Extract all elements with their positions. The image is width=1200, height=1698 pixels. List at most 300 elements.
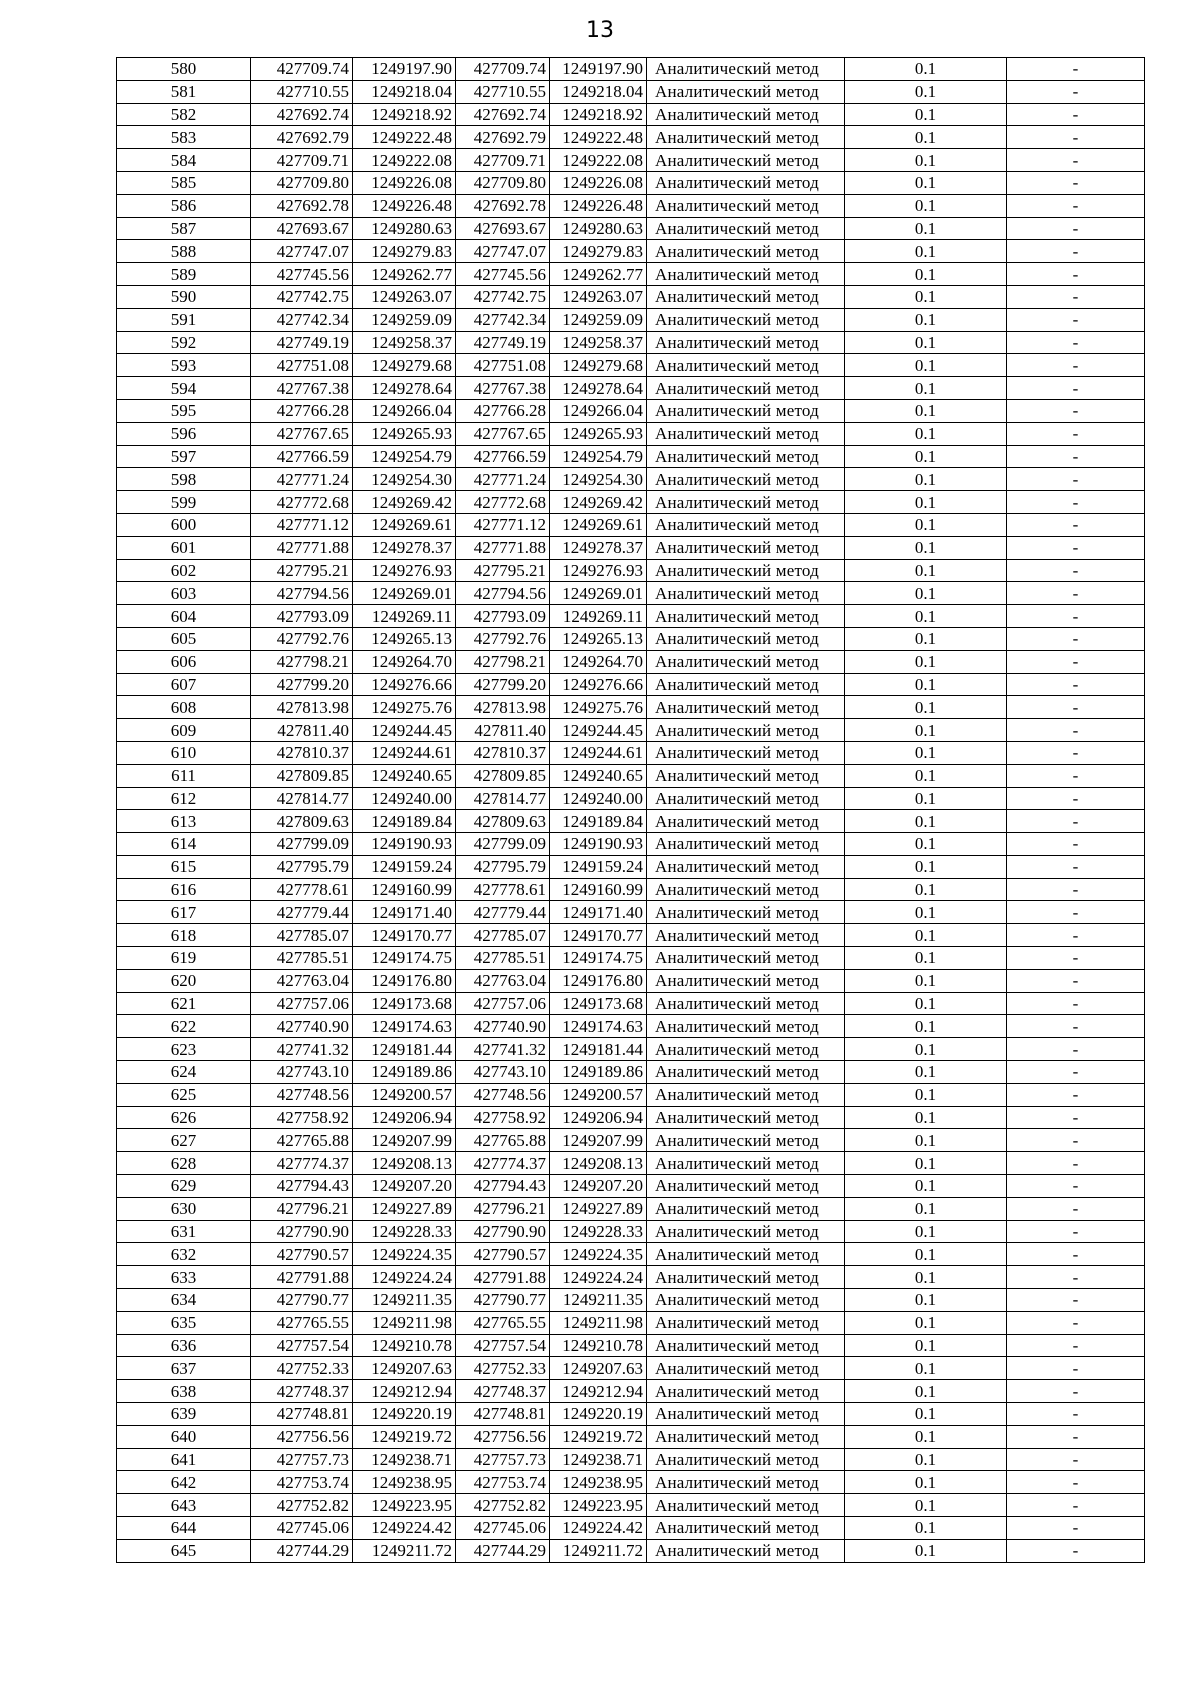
- accuracy-cell: 0.1: [845, 1061, 1007, 1084]
- x-coordinate-cell: 427790.57: [251, 1243, 353, 1266]
- x-coordinate-cell: 427811.40: [251, 719, 353, 742]
- x-coordinate-cell: 427810.37: [251, 741, 353, 764]
- y-coordinate-cell: 1249219.72: [353, 1425, 456, 1448]
- x-coordinate-cell: 427692.78: [251, 194, 353, 217]
- y-coordinate-cell: 1249238.95: [353, 1471, 456, 1494]
- table-body: [117, 58, 1145, 1563]
- x-coordinate-repeat-cell: 427798.21: [456, 650, 550, 673]
- note-cell: -: [1007, 1494, 1145, 1517]
- x-coordinate-cell: 427796.21: [251, 1197, 353, 1220]
- method-cell: Аналитический метод: [647, 194, 845, 217]
- point-number-cell: 645: [117, 1539, 251, 1562]
- note-cell: -: [1007, 468, 1145, 491]
- method-cell: Аналитический метод: [647, 536, 845, 559]
- y-coordinate-repeat-cell: 1249207.63: [550, 1357, 647, 1380]
- x-coordinate-repeat-cell: 427744.29: [456, 1539, 550, 1562]
- y-coordinate-repeat-cell: 1249226.08: [550, 171, 647, 194]
- accuracy-cell: 0.1: [845, 947, 1007, 970]
- x-coordinate-cell: 427794.43: [251, 1175, 353, 1198]
- y-coordinate-cell: 1249197.90: [353, 58, 456, 81]
- note-cell: -: [1007, 308, 1145, 331]
- y-coordinate-cell: 1249222.48: [353, 126, 456, 149]
- x-coordinate-repeat-cell: 427710.55: [456, 80, 550, 103]
- table-row: [117, 308, 1145, 331]
- accuracy-cell: 0.1: [845, 764, 1007, 787]
- x-coordinate-repeat-cell: 427752.33: [456, 1357, 550, 1380]
- y-coordinate-repeat-cell: 1249224.24: [550, 1266, 647, 1289]
- x-coordinate-repeat-cell: 427692.79: [456, 126, 550, 149]
- x-coordinate-cell: 427767.65: [251, 422, 353, 445]
- y-coordinate-repeat-cell: 1249174.63: [550, 1015, 647, 1038]
- table-row: [117, 468, 1145, 491]
- table-row: [117, 513, 1145, 536]
- note-cell: -: [1007, 354, 1145, 377]
- point-number-cell: 586: [117, 194, 251, 217]
- y-coordinate-cell: 1249223.95: [353, 1494, 456, 1517]
- table-row: [117, 1220, 1145, 1243]
- x-coordinate-repeat-cell: 427810.37: [456, 741, 550, 764]
- note-cell: -: [1007, 1289, 1145, 1312]
- y-coordinate-repeat-cell: 1249207.20: [550, 1175, 647, 1198]
- table-row: [117, 1289, 1145, 1312]
- x-coordinate-cell: 427743.10: [251, 1061, 353, 1084]
- x-coordinate-repeat-cell: 427747.07: [456, 240, 550, 263]
- accuracy-cell: 0.1: [845, 719, 1007, 742]
- y-coordinate-cell: 1249244.61: [353, 741, 456, 764]
- table-row: [117, 377, 1145, 400]
- y-coordinate-repeat-cell: 1249224.42: [550, 1517, 647, 1540]
- point-number-cell: 588: [117, 240, 251, 263]
- x-coordinate-repeat-cell: 427753.74: [456, 1471, 550, 1494]
- y-coordinate-repeat-cell: 1249265.13: [550, 627, 647, 650]
- x-coordinate-cell: 427763.04: [251, 969, 353, 992]
- x-coordinate-repeat-cell: 427809.63: [456, 810, 550, 833]
- point-number-cell: 601: [117, 536, 251, 559]
- table-row: [117, 1175, 1145, 1198]
- x-coordinate-cell: 427795.21: [251, 559, 353, 582]
- x-coordinate-cell: 427709.74: [251, 58, 353, 81]
- point-number-cell: 616: [117, 878, 251, 901]
- y-coordinate-cell: 1249264.70: [353, 650, 456, 673]
- x-coordinate-repeat-cell: 427792.76: [456, 627, 550, 650]
- table-row: [117, 787, 1145, 810]
- x-coordinate-repeat-cell: 427692.74: [456, 103, 550, 126]
- x-coordinate-repeat-cell: 427757.06: [456, 992, 550, 1015]
- y-coordinate-repeat-cell: 1249224.35: [550, 1243, 647, 1266]
- accuracy-cell: 0.1: [845, 217, 1007, 240]
- point-number-cell: 620: [117, 969, 251, 992]
- note-cell: -: [1007, 673, 1145, 696]
- x-coordinate-repeat-cell: 427742.75: [456, 285, 550, 308]
- method-cell: Аналитический метод: [647, 969, 845, 992]
- note-cell: -: [1007, 969, 1145, 992]
- accuracy-cell: 0.1: [845, 126, 1007, 149]
- method-cell: Аналитический метод: [647, 1061, 845, 1084]
- y-coordinate-cell: 1249269.01: [353, 582, 456, 605]
- note-cell: -: [1007, 1448, 1145, 1471]
- x-coordinate-repeat-cell: 427763.04: [456, 969, 550, 992]
- table-row: [117, 263, 1145, 286]
- point-number-cell: 626: [117, 1106, 251, 1129]
- page-number: 13: [586, 18, 614, 43]
- note-cell: -: [1007, 741, 1145, 764]
- table-row: [117, 1334, 1145, 1357]
- note-cell: -: [1007, 171, 1145, 194]
- table-row: [117, 810, 1145, 833]
- y-coordinate-repeat-cell: 1249219.72: [550, 1425, 647, 1448]
- method-cell: Аналитический метод: [647, 1425, 845, 1448]
- note-cell: -: [1007, 536, 1145, 559]
- x-coordinate-repeat-cell: 427774.37: [456, 1152, 550, 1175]
- note-cell: -: [1007, 1015, 1145, 1038]
- method-cell: Аналитический метод: [647, 126, 845, 149]
- table-row: [117, 924, 1145, 947]
- x-coordinate-cell: 427756.56: [251, 1425, 353, 1448]
- accuracy-cell: 0.1: [845, 650, 1007, 673]
- accuracy-cell: 0.1: [845, 1175, 1007, 1198]
- y-coordinate-repeat-cell: 1249279.83: [550, 240, 647, 263]
- accuracy-cell: 0.1: [845, 171, 1007, 194]
- accuracy-cell: 0.1: [845, 810, 1007, 833]
- accuracy-cell: 0.1: [845, 1471, 1007, 1494]
- method-cell: Аналитический метод: [647, 1106, 845, 1129]
- point-number-cell: 589: [117, 263, 251, 286]
- method-cell: Аналитический метод: [647, 1448, 845, 1471]
- y-coordinate-cell: 1249238.71: [353, 1448, 456, 1471]
- table-row: [117, 764, 1145, 787]
- x-coordinate-cell: 427765.88: [251, 1129, 353, 1152]
- x-coordinate-repeat-cell: 427799.09: [456, 833, 550, 856]
- method-cell: Аналитический метод: [647, 1289, 845, 1312]
- table-row: [117, 445, 1145, 468]
- accuracy-cell: 0.1: [845, 103, 1007, 126]
- y-coordinate-cell: 1249278.37: [353, 536, 456, 559]
- y-coordinate-cell: 1249160.99: [353, 878, 456, 901]
- y-coordinate-cell: 1249228.33: [353, 1220, 456, 1243]
- point-number-cell: 600: [117, 513, 251, 536]
- method-cell: Аналитический метод: [647, 468, 845, 491]
- note-cell: -: [1007, 331, 1145, 354]
- x-coordinate-cell: 427793.09: [251, 605, 353, 628]
- y-coordinate-repeat-cell: 1249278.64: [550, 377, 647, 400]
- x-coordinate-cell: 427790.77: [251, 1289, 353, 1312]
- x-coordinate-repeat-cell: 427709.71: [456, 149, 550, 172]
- accuracy-cell: 0.1: [845, 1197, 1007, 1220]
- table-row: [117, 741, 1145, 764]
- method-cell: Аналитический метод: [647, 855, 845, 878]
- y-coordinate-repeat-cell: 1249197.90: [550, 58, 647, 81]
- table-row: [117, 1425, 1145, 1448]
- table-row: [117, 1311, 1145, 1334]
- point-number-cell: 634: [117, 1289, 251, 1312]
- y-coordinate-repeat-cell: 1249222.48: [550, 126, 647, 149]
- note-cell: -: [1007, 924, 1145, 947]
- table-row: [117, 285, 1145, 308]
- note-cell: -: [1007, 1380, 1145, 1403]
- note-cell: -: [1007, 627, 1145, 650]
- note-cell: -: [1007, 422, 1145, 445]
- y-coordinate-repeat-cell: 1249275.76: [550, 696, 647, 719]
- note-cell: -: [1007, 58, 1145, 81]
- y-coordinate-repeat-cell: 1249238.95: [550, 1471, 647, 1494]
- note-cell: -: [1007, 764, 1145, 787]
- point-number-cell: 596: [117, 422, 251, 445]
- y-coordinate-repeat-cell: 1249174.75: [550, 947, 647, 970]
- method-cell: Аналитический метод: [647, 1403, 845, 1426]
- y-coordinate-repeat-cell: 1249244.45: [550, 719, 647, 742]
- method-cell: Аналитический метод: [647, 171, 845, 194]
- table-row: [117, 1471, 1145, 1494]
- accuracy-cell: 0.1: [845, 1220, 1007, 1243]
- y-coordinate-cell: 1249171.40: [353, 901, 456, 924]
- x-coordinate-cell: 427751.08: [251, 354, 353, 377]
- method-cell: Аналитический метод: [647, 1539, 845, 1562]
- method-cell: Аналитический метод: [647, 217, 845, 240]
- note-cell: -: [1007, 1220, 1145, 1243]
- table-row: [117, 126, 1145, 149]
- note-cell: -: [1007, 1266, 1145, 1289]
- x-coordinate-repeat-cell: 427814.77: [456, 787, 550, 810]
- y-coordinate-repeat-cell: 1249278.37: [550, 536, 647, 559]
- point-number-cell: 625: [117, 1083, 251, 1106]
- accuracy-cell: 0.1: [845, 194, 1007, 217]
- y-coordinate-repeat-cell: 1249238.71: [550, 1448, 647, 1471]
- y-coordinate-cell: 1249279.68: [353, 354, 456, 377]
- point-number-cell: 622: [117, 1015, 251, 1038]
- accuracy-cell: 0.1: [845, 924, 1007, 947]
- x-coordinate-cell: 427792.76: [251, 627, 353, 650]
- x-coordinate-cell: 427771.88: [251, 536, 353, 559]
- y-coordinate-repeat-cell: 1249258.37: [550, 331, 647, 354]
- accuracy-cell: 0.1: [845, 468, 1007, 491]
- y-coordinate-cell: 1249276.66: [353, 673, 456, 696]
- point-number-cell: 583: [117, 126, 251, 149]
- accuracy-cell: 0.1: [845, 855, 1007, 878]
- method-cell: Аналитический метод: [647, 354, 845, 377]
- y-coordinate-cell: 1249189.86: [353, 1061, 456, 1084]
- y-coordinate-cell: 1249210.78: [353, 1334, 456, 1357]
- point-number-cell: 642: [117, 1471, 251, 1494]
- y-coordinate-repeat-cell: 1249223.95: [550, 1494, 647, 1517]
- x-coordinate-cell: 427813.98: [251, 696, 353, 719]
- x-coordinate-cell: 427748.81: [251, 1403, 353, 1426]
- x-coordinate-cell: 427693.67: [251, 217, 353, 240]
- y-coordinate-repeat-cell: 1249228.33: [550, 1220, 647, 1243]
- y-coordinate-cell: 1249266.04: [353, 399, 456, 422]
- y-coordinate-cell: 1249173.68: [353, 992, 456, 1015]
- x-coordinate-repeat-cell: 427771.12: [456, 513, 550, 536]
- accuracy-cell: 0.1: [845, 422, 1007, 445]
- accuracy-cell: 0.1: [845, 1403, 1007, 1426]
- x-coordinate-cell: 427753.74: [251, 1471, 353, 1494]
- y-coordinate-repeat-cell: 1249181.44: [550, 1038, 647, 1061]
- point-number-cell: 619: [117, 947, 251, 970]
- point-number-cell: 594: [117, 377, 251, 400]
- y-coordinate-cell: 1249207.20: [353, 1175, 456, 1198]
- y-coordinate-cell: 1249278.64: [353, 377, 456, 400]
- y-coordinate-repeat-cell: 1249171.40: [550, 901, 647, 924]
- x-coordinate-repeat-cell: 427751.08: [456, 354, 550, 377]
- x-coordinate-repeat-cell: 427785.07: [456, 924, 550, 947]
- note-cell: -: [1007, 377, 1145, 400]
- method-cell: Аналитический метод: [647, 308, 845, 331]
- x-coordinate-cell: 427747.07: [251, 240, 353, 263]
- y-coordinate-cell: 1249170.77: [353, 924, 456, 947]
- note-cell: -: [1007, 559, 1145, 582]
- note-cell: -: [1007, 513, 1145, 536]
- table-row: [117, 605, 1145, 628]
- method-cell: Аналитический метод: [647, 810, 845, 833]
- method-cell: Аналитический метод: [647, 605, 845, 628]
- table-row: [117, 833, 1145, 856]
- method-cell: Аналитический метод: [647, 1517, 845, 1540]
- y-coordinate-repeat-cell: 1249211.35: [550, 1289, 647, 1312]
- note-cell: -: [1007, 1425, 1145, 1448]
- note-cell: -: [1007, 1129, 1145, 1152]
- y-coordinate-repeat-cell: 1249240.65: [550, 764, 647, 787]
- y-coordinate-cell: 1249211.35: [353, 1289, 456, 1312]
- method-cell: Аналитический метод: [647, 1266, 845, 1289]
- x-coordinate-cell: 427757.06: [251, 992, 353, 1015]
- x-coordinate-repeat-cell: 427791.88: [456, 1266, 550, 1289]
- y-coordinate-repeat-cell: 1249259.09: [550, 308, 647, 331]
- note-cell: -: [1007, 1357, 1145, 1380]
- x-coordinate-cell: 427692.79: [251, 126, 353, 149]
- y-coordinate-cell: 1249218.04: [353, 80, 456, 103]
- point-number-cell: 584: [117, 149, 251, 172]
- y-coordinate-cell: 1249224.42: [353, 1517, 456, 1540]
- method-cell: Аналитический метод: [647, 149, 845, 172]
- method-cell: Аналитический метод: [647, 833, 845, 856]
- accuracy-cell: 0.1: [845, 559, 1007, 582]
- note-cell: -: [1007, 80, 1145, 103]
- y-coordinate-cell: 1249275.76: [353, 696, 456, 719]
- method-cell: Аналитический метод: [647, 331, 845, 354]
- method-cell: Аналитический метод: [647, 582, 845, 605]
- accuracy-cell: 0.1: [845, 399, 1007, 422]
- x-coordinate-cell: 427785.07: [251, 924, 353, 947]
- y-coordinate-repeat-cell: 1249226.48: [550, 194, 647, 217]
- y-coordinate-cell: 1249211.72: [353, 1539, 456, 1562]
- method-cell: Аналитический метод: [647, 1243, 845, 1266]
- x-coordinate-cell: 427757.73: [251, 1448, 353, 1471]
- y-coordinate-cell: 1249208.13: [353, 1152, 456, 1175]
- point-number-cell: 599: [117, 491, 251, 514]
- y-coordinate-cell: 1249240.65: [353, 764, 456, 787]
- table-row: [117, 1380, 1145, 1403]
- point-number-cell: 632: [117, 1243, 251, 1266]
- y-coordinate-repeat-cell: 1249189.86: [550, 1061, 647, 1084]
- accuracy-cell: 0.1: [845, 1311, 1007, 1334]
- accuracy-cell: 0.1: [845, 582, 1007, 605]
- point-number-cell: 631: [117, 1220, 251, 1243]
- y-coordinate-cell: 1249211.98: [353, 1311, 456, 1334]
- table-row: [117, 947, 1145, 970]
- table-row: [117, 194, 1145, 217]
- table-row: [117, 1266, 1145, 1289]
- table-row: [117, 103, 1145, 126]
- y-coordinate-cell: 1249174.75: [353, 947, 456, 970]
- y-coordinate-repeat-cell: 1249170.77: [550, 924, 647, 947]
- accuracy-cell: 0.1: [845, 1015, 1007, 1038]
- x-coordinate-repeat-cell: 427765.55: [456, 1311, 550, 1334]
- y-coordinate-repeat-cell: 1249159.24: [550, 855, 647, 878]
- method-cell: Аналитический метод: [647, 58, 845, 81]
- note-cell: -: [1007, 240, 1145, 263]
- x-coordinate-cell: 427771.12: [251, 513, 353, 536]
- x-coordinate-cell: 427709.71: [251, 149, 353, 172]
- method-cell: Аналитический метод: [647, 240, 845, 263]
- y-coordinate-repeat-cell: 1249222.08: [550, 149, 647, 172]
- method-cell: Аналитический метод: [647, 787, 845, 810]
- point-number-cell: 621: [117, 992, 251, 1015]
- y-coordinate-repeat-cell: 1249212.94: [550, 1380, 647, 1403]
- y-coordinate-repeat-cell: 1249266.04: [550, 399, 647, 422]
- point-number-cell: 633: [117, 1266, 251, 1289]
- x-coordinate-cell: 427745.06: [251, 1517, 353, 1540]
- accuracy-cell: 0.1: [845, 1243, 1007, 1266]
- note-cell: -: [1007, 719, 1145, 742]
- x-coordinate-cell: 427795.79: [251, 855, 353, 878]
- y-coordinate-repeat-cell: 1249269.42: [550, 491, 647, 514]
- y-coordinate-cell: 1249227.89: [353, 1197, 456, 1220]
- x-coordinate-repeat-cell: 427766.59: [456, 445, 550, 468]
- table-row: [117, 1106, 1145, 1129]
- y-coordinate-cell: 1249244.45: [353, 719, 456, 742]
- method-cell: Аналитический метод: [647, 559, 845, 582]
- table-row: [117, 673, 1145, 696]
- x-coordinate-repeat-cell: 427765.88: [456, 1129, 550, 1152]
- table-row: [117, 1494, 1145, 1517]
- x-coordinate-repeat-cell: 427795.21: [456, 559, 550, 582]
- x-coordinate-repeat-cell: 427748.81: [456, 1403, 550, 1426]
- x-coordinate-repeat-cell: 427745.06: [456, 1517, 550, 1540]
- table-row: [117, 1129, 1145, 1152]
- note-cell: -: [1007, 491, 1145, 514]
- point-number-cell: 581: [117, 80, 251, 103]
- y-coordinate-cell: 1249269.42: [353, 491, 456, 514]
- method-cell: Аналитический метод: [647, 764, 845, 787]
- table-row: [117, 1448, 1145, 1471]
- y-coordinate-repeat-cell: 1249280.63: [550, 217, 647, 240]
- x-coordinate-cell: 427790.90: [251, 1220, 353, 1243]
- y-coordinate-repeat-cell: 1249269.11: [550, 605, 647, 628]
- accuracy-cell: 0.1: [845, 741, 1007, 764]
- method-cell: Аналитический метод: [647, 719, 845, 742]
- x-coordinate-cell: 427744.29: [251, 1539, 353, 1562]
- y-coordinate-repeat-cell: 1249263.07: [550, 285, 647, 308]
- point-number-cell: 629: [117, 1175, 251, 1198]
- note-cell: -: [1007, 1471, 1145, 1494]
- note-cell: -: [1007, 1311, 1145, 1334]
- point-number-cell: 612: [117, 787, 251, 810]
- note-cell: -: [1007, 1403, 1145, 1426]
- x-coordinate-repeat-cell: 427757.54: [456, 1334, 550, 1357]
- accuracy-cell: 0.1: [845, 901, 1007, 924]
- point-number-cell: 623: [117, 1038, 251, 1061]
- note-cell: -: [1007, 605, 1145, 628]
- y-coordinate-repeat-cell: 1249276.66: [550, 673, 647, 696]
- y-coordinate-cell: 1249240.00: [353, 787, 456, 810]
- note-cell: -: [1007, 810, 1145, 833]
- note-cell: -: [1007, 787, 1145, 810]
- method-cell: Аналитический метод: [647, 901, 845, 924]
- y-coordinate-repeat-cell: 1249208.13: [550, 1152, 647, 1175]
- x-coordinate-repeat-cell: 427766.28: [456, 399, 550, 422]
- x-coordinate-repeat-cell: 427795.79: [456, 855, 550, 878]
- x-coordinate-repeat-cell: 427796.21: [456, 1197, 550, 1220]
- table-row: [117, 1357, 1145, 1380]
